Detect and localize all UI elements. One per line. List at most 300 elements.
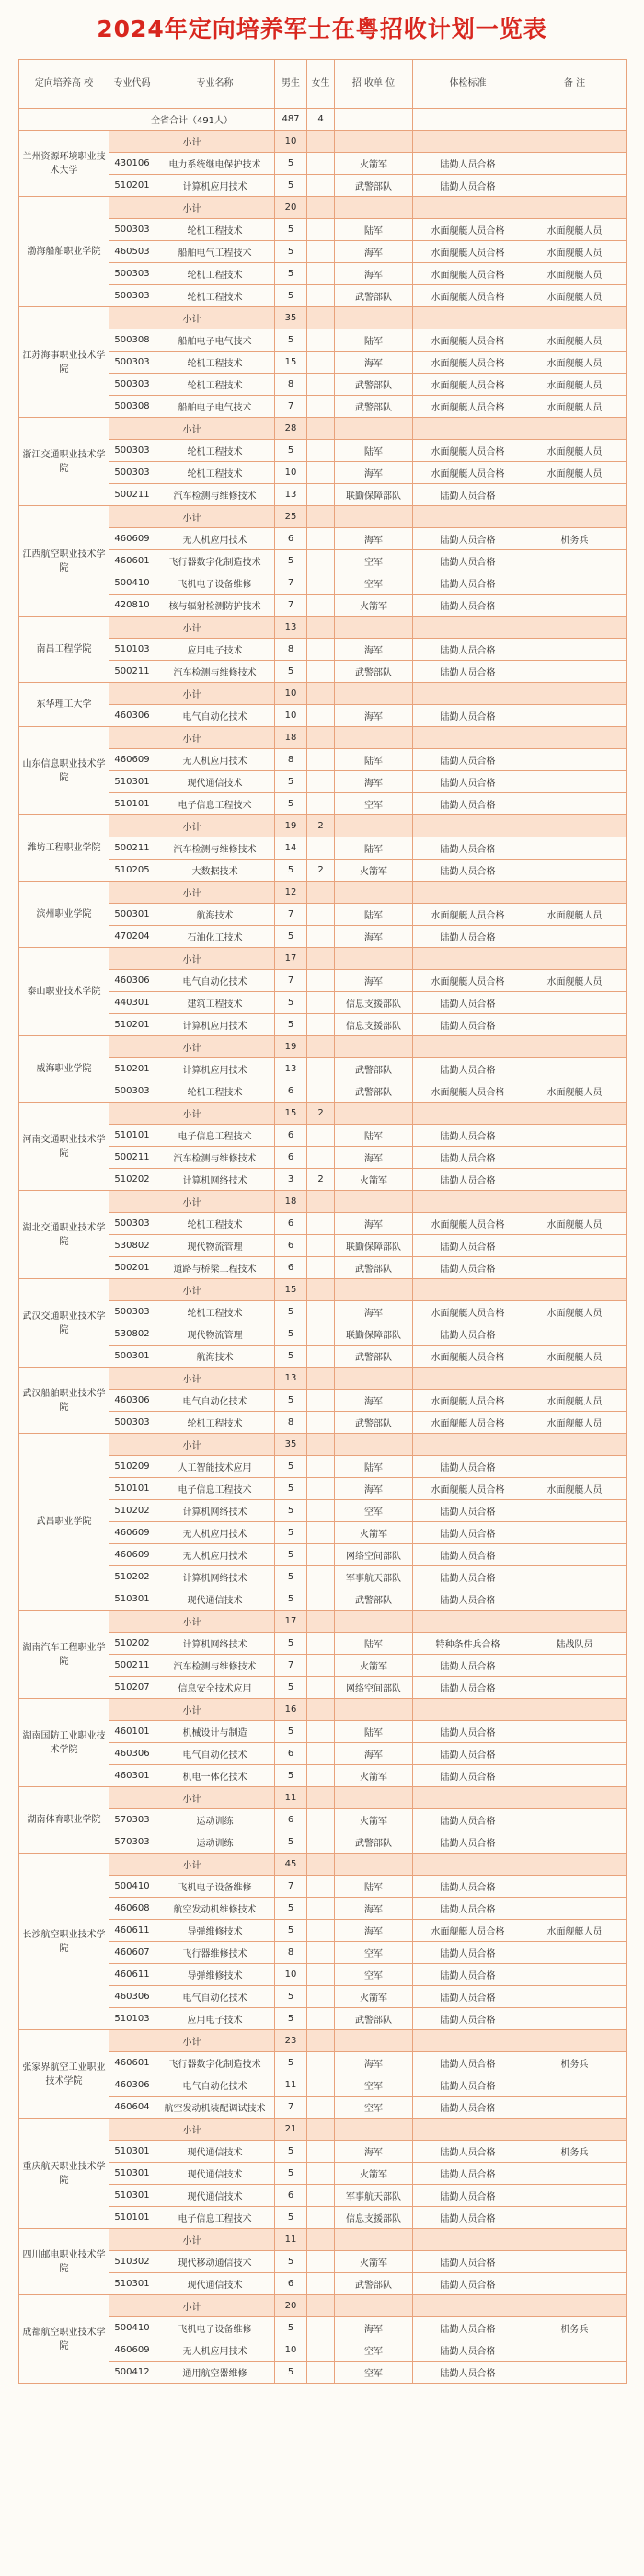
table-row [19,860,627,882]
note-cell: 水面舰艇人员 [523,1390,627,1412]
table-row [19,1346,627,1368]
female-count-cell [307,1633,335,1655]
male-count-cell: 6 [275,1235,307,1257]
major-name-cell: 电子信息工程技术 [155,793,275,815]
major-name-cell: 计算机网络技术 [155,1169,275,1191]
male-count-cell: 5 [275,926,307,948]
major-code-cell: 510301 [109,771,155,793]
subtotal-blank [335,2229,413,2251]
unit-cell: 空军 [335,1942,413,1964]
note-cell [523,1257,627,1279]
female-count-cell [307,396,335,418]
page-title: 2024年定向培养军士在粤招收计划一览表 [97,16,547,42]
female-count-cell [307,175,335,197]
major-code-cell: 430106 [109,153,155,175]
major-name-cell: 应用电子技术 [155,2008,275,2030]
female-count-cell [307,1456,335,1478]
table-row [19,1655,627,1677]
note-cell [523,572,627,595]
unit-cell: 陆军 [335,440,413,462]
major-code-cell: 500211 [109,484,155,506]
table-row [19,175,627,197]
male-count-cell: 5 [275,1831,307,1854]
subtotal-blank [523,1854,627,1876]
unit-cell: 海军 [335,970,413,992]
female-count-cell [307,1346,335,1368]
subtotal-blank [413,1787,523,1809]
female-count-cell [307,1898,335,1920]
major-name-cell: 电气自动化技术 [155,1743,275,1765]
male-count-cell: 8 [275,639,307,661]
male-count-cell: 6 [275,2273,307,2295]
subtotal-male: 13 [275,1368,307,1390]
major-code-cell: 530802 [109,1235,155,1257]
header-notes: 备 注 [523,60,627,109]
major-code-cell: 500211 [109,1655,155,1677]
unit-cell: 空军 [335,2339,413,2362]
male-count-cell: 13 [275,1058,307,1080]
subtotal-blank [523,506,627,528]
table-row [19,1080,627,1103]
male-count-cell: 5 [275,329,307,352]
note-cell: 水面舰艇人员 [523,1478,627,1500]
male-count-cell: 7 [275,595,307,617]
note-cell: 水面舰艇人员 [523,440,627,462]
note-cell [523,2362,627,2384]
table-row [19,970,627,992]
major-name-cell: 轮机工程技术 [155,219,275,241]
subtotal-label: 小计 [109,1368,275,1390]
male-count-cell: 5 [275,1588,307,1611]
male-count-cell: 5 [275,2207,307,2229]
male-count-cell: 5 [275,771,307,793]
major-name-cell: 航海技术 [155,1346,275,1368]
physical-standard-cell: 陆勤人员合格 [413,2273,523,2295]
major-code-cell: 500308 [109,329,155,352]
note-cell [523,1323,627,1346]
unit-cell: 陆军 [335,837,413,860]
unit-cell: 海军 [335,2141,413,2163]
note-cell [523,2008,627,2030]
subtotal-row [19,307,627,329]
subtotal-label: 小计 [109,2030,275,2052]
male-count-cell: 6 [275,1125,307,1147]
physical-standard-cell: 陆勤人员合格 [413,1831,523,1854]
physical-standard-cell: 陆勤人员合格 [413,1898,523,1920]
subtotal-blank [523,2229,627,2251]
major-code-cell: 510209 [109,1456,155,1478]
note-cell: 水面舰艇人员 [523,970,627,992]
physical-standard-cell: 陆勤人员合格 [413,639,523,661]
major-name-cell: 无人机应用技术 [155,2339,275,2362]
unit-cell: 陆军 [335,749,413,771]
unit-cell: 海军 [335,462,413,484]
male-count-cell: 5 [275,1500,307,1522]
male-count-cell: 11 [275,2074,307,2097]
subtotal-blank [523,683,627,705]
physical-standard-cell: 水面舰艇人员合格 [413,329,523,352]
note-cell: 水面舰艇人员 [523,1346,627,1368]
note-cell: 水面舰艇人员 [523,329,627,352]
major-name-cell: 应用电子技术 [155,639,275,661]
major-name-cell: 现代通信技术 [155,2141,275,2163]
female-count-cell [307,661,335,683]
note-cell [523,595,627,617]
plan-body [19,131,627,2384]
major-name-cell: 汽车检测与维修技术 [155,1147,275,1169]
physical-standard-cell: 陆勤人员合格 [413,1014,523,1036]
unit-cell: 武警部队 [335,1080,413,1103]
note-cell [523,1500,627,1522]
major-code-cell: 470204 [109,926,155,948]
school-name: 滨州职业学院 [19,882,109,948]
note-cell [523,705,627,727]
unit-cell: 武警部队 [335,1346,413,1368]
major-code-cell: 510302 [109,2251,155,2273]
subtotal-blank [413,683,523,705]
unit-cell: 联勤保障部队 [335,1235,413,1257]
major-code-cell: 570303 [109,1831,155,1854]
note-cell [523,1876,627,1898]
note-cell [523,1147,627,1169]
major-code-cell: 460601 [109,550,155,572]
female-count-cell [307,1323,335,1346]
school-name: 山东信息职业技术学院 [19,727,109,815]
table-row [19,2317,627,2339]
male-count-cell: 5 [275,285,307,307]
subtotal-blank [413,1699,523,1721]
unit-cell: 海军 [335,2052,413,2074]
note-cell: 水面舰艇人员 [523,1412,627,1434]
male-count-cell: 6 [275,2185,307,2207]
major-name-cell: 汽车检测与维修技术 [155,1655,275,1677]
male-count-cell: 5 [275,219,307,241]
female-count-cell [307,1080,335,1103]
table-row [19,329,627,352]
male-count-cell: 8 [275,749,307,771]
major-code-cell: 510101 [109,2207,155,2229]
subtotal-blank [413,1279,523,1301]
table-row [19,2008,627,2030]
major-name-cell: 现代通信技术 [155,2185,275,2207]
school-name: 东华理工大学 [19,683,109,727]
female-count-cell [307,837,335,860]
note-cell: 水面舰艇人员 [523,219,627,241]
subtotal-male: 45 [275,1854,307,1876]
physical-standard-cell: 陆勤人员合格 [413,860,523,882]
major-code-cell: 460306 [109,970,155,992]
male-count-cell: 8 [275,374,307,396]
table-row [19,1765,627,1787]
subtotal-label: 小计 [109,2229,275,2251]
major-code-cell: 510301 [109,2185,155,2207]
male-count-cell: 5 [275,2317,307,2339]
male-count-cell: 5 [275,2008,307,2030]
table-row [19,219,627,241]
unit-cell: 空军 [335,550,413,572]
table-row [19,1566,627,1588]
table-row [19,1014,627,1036]
female-count-cell [307,2185,335,2207]
major-name-cell: 导弹维修技术 [155,1964,275,1986]
major-name-cell: 轮机工程技术 [155,462,275,484]
subtotal-female [307,1279,335,1301]
table-row [19,2207,627,2229]
subtotal-blank [335,506,413,528]
subtotal-male: 13 [275,617,307,639]
school-name: 江西航空职业技术学院 [19,506,109,617]
subtotal-blank [335,2295,413,2317]
school-name: 潍坊工程职业学院 [19,815,109,882]
subtotal-female [307,418,335,440]
major-code-cell: 510201 [109,1014,155,1036]
table-row [19,1544,627,1566]
note-cell: 机务兵 [523,2141,627,2163]
note-cell [523,1456,627,1478]
school-name: 四川邮电职业技术学院 [19,2229,109,2295]
subtotal-female [307,1854,335,1876]
physical-standard-cell: 陆勤人员合格 [413,771,523,793]
table-row [19,1235,627,1257]
subtotal-row [19,683,627,705]
physical-standard-cell: 陆勤人员合格 [413,2362,523,2384]
major-name-cell: 无人机应用技术 [155,1544,275,1566]
major-name-cell: 人工智能技术应用 [155,1456,275,1478]
note-cell: 陆战队员 [523,1633,627,1655]
school-name: 威海职业学院 [19,1036,109,1103]
subtotal-blank [523,131,627,153]
physical-standard-cell: 陆勤人员合格 [413,1522,523,1544]
subtotal-label: 小计 [109,948,275,970]
major-name-cell: 飞行器数字化制造技术 [155,2052,275,2074]
table-row [19,904,627,926]
total-blank [335,109,413,131]
subtotal-label: 小计 [109,307,275,329]
header-row [19,60,627,109]
female-count-cell [307,1014,335,1036]
male-count-cell: 5 [275,2141,307,2163]
female-count-cell [307,992,335,1014]
major-name-cell: 轮机工程技术 [155,440,275,462]
table-row [19,1301,627,1323]
table-row [19,352,627,374]
total-female: 4 [307,109,335,131]
physical-standard-cell: 陆勤人员合格 [413,528,523,550]
note-cell [523,1743,627,1765]
unit-cell: 海军 [335,263,413,285]
note-cell [523,1655,627,1677]
subtotal-female [307,683,335,705]
major-name-cell: 运动训练 [155,1809,275,1831]
table-row [19,661,627,683]
major-name-cell: 轮机工程技术 [155,1412,275,1434]
major-code-cell: 500410 [109,1876,155,1898]
major-code-cell: 500308 [109,396,155,418]
female-count-cell [307,639,335,661]
table-row [19,2185,627,2207]
female-count-cell [307,440,335,462]
school-name: 湖北交通职业技术学院 [19,1191,109,1279]
note-cell: 水面舰艇人员 [523,462,627,484]
female-count-cell [307,352,335,374]
subtotal-row [19,1279,627,1301]
major-name-cell: 机械设计与制造 [155,1721,275,1743]
table-row [19,2074,627,2097]
major-name-cell: 飞机电子设备维修 [155,572,275,595]
note-cell: 水面舰艇人员 [523,396,627,418]
subtotal-blank [413,1103,523,1125]
unit-cell: 火箭军 [335,595,413,617]
note-cell [523,1986,627,2008]
subtotal-blank [413,727,523,749]
physical-standard-cell: 陆勤人员合格 [413,793,523,815]
female-count-cell [307,219,335,241]
unit-cell: 空军 [335,793,413,815]
female-count-cell [307,2362,335,2384]
male-count-cell: 10 [275,2339,307,2362]
female-count-cell [307,1588,335,1611]
major-code-cell: 510201 [109,175,155,197]
major-name-cell: 电力系统继电保护技术 [155,153,275,175]
physical-standard-cell: 陆勤人员合格 [413,1058,523,1080]
male-count-cell: 5 [275,153,307,175]
physical-standard-cell: 陆勤人员合格 [413,2008,523,2030]
note-cell [523,992,627,1014]
physical-standard-cell: 陆勤人员合格 [413,2339,523,2362]
subtotal-blank [413,2295,523,2317]
major-name-cell: 航空发动机装配调试技术 [155,2097,275,2119]
physical-standard-cell: 水面舰艇人员合格 [413,241,523,263]
unit-cell: 海军 [335,1390,413,1412]
male-count-cell: 5 [275,793,307,815]
table-row [19,1522,627,1544]
female-count-cell [307,1412,335,1434]
table-row [19,374,627,396]
major-code-cell: 510202 [109,1500,155,1522]
unit-cell: 空军 [335,1500,413,1522]
male-count-cell: 5 [275,1898,307,1920]
major-code-cell: 460306 [109,705,155,727]
major-code-cell: 510301 [109,1588,155,1611]
subtotal-blank [335,1787,413,1809]
female-count-cell [307,462,335,484]
subtotal-blank [335,1036,413,1058]
physical-standard-cell: 水面舰艇人员合格 [413,440,523,462]
male-count-cell: 5 [275,1456,307,1478]
subtotal-blank [523,1191,627,1213]
male-count-cell: 5 [275,1014,307,1036]
physical-standard-cell: 水面舰艇人员合格 [413,352,523,374]
male-count-cell: 5 [275,440,307,462]
table-row [19,2362,627,2384]
male-count-cell: 7 [275,1655,307,1677]
subtotal-blank [523,1787,627,1809]
major-name-cell: 轮机工程技术 [155,1213,275,1235]
major-name-cell: 计算机应用技术 [155,1058,275,1080]
subtotal-row [19,2030,627,2052]
unit-cell: 网络空间部队 [335,1677,413,1699]
unit-cell: 信息支援部队 [335,2207,413,2229]
unit-cell: 火箭军 [335,2251,413,2273]
physical-standard-cell: 水面舰艇人员合格 [413,1390,523,1412]
unit-cell: 空军 [335,2074,413,2097]
female-count-cell [307,484,335,506]
note-cell: 机务兵 [523,528,627,550]
table-row [19,285,627,307]
physical-standard-cell: 水面舰艇人员合格 [413,970,523,992]
male-count-cell: 14 [275,837,307,860]
table-row [19,595,627,617]
note-cell [523,1058,627,1080]
physical-standard-cell: 水面舰艇人员合格 [413,1301,523,1323]
subtotal-blank [335,1191,413,1213]
note-cell: 机务兵 [523,2317,627,2339]
subtotal-row [19,1368,627,1390]
subtotal-male: 12 [275,882,307,904]
unit-cell: 网络空间部队 [335,1544,413,1566]
physical-standard-cell: 陆勤人员合格 [413,1743,523,1765]
major-code-cell: 510101 [109,1125,155,1147]
subtotal-blank [523,727,627,749]
table-row [19,1964,627,1986]
unit-cell: 海军 [335,1743,413,1765]
major-code-cell: 510103 [109,639,155,661]
subtotal-blank [413,1854,523,1876]
female-count-cell [307,1809,335,1831]
note-cell [523,2185,627,2207]
subtotal-blank [413,1036,523,1058]
major-name-cell: 现代物流管理 [155,1323,275,1346]
female-count-cell [307,1544,335,1566]
major-code-cell: 460604 [109,2097,155,2119]
major-name-cell: 建筑工程技术 [155,992,275,1014]
school-name: 武汉船舶职业技术学院 [19,1368,109,1434]
physical-standard-cell: 水面舰艇人员合格 [413,1346,523,1368]
total-row [19,109,627,131]
male-count-cell: 10 [275,705,307,727]
subtotal-female [307,2119,335,2141]
physical-standard-cell: 陆勤人员合格 [413,749,523,771]
subtotal-row [19,727,627,749]
unit-cell: 陆军 [335,1721,413,1743]
subtotal-female: 2 [307,815,335,837]
major-code-cell: 510201 [109,1058,155,1080]
unit-cell: 武警部队 [335,2008,413,2030]
subtotal-row [19,1611,627,1633]
subtotal-label: 小计 [109,617,275,639]
physical-standard-cell: 陆勤人员合格 [413,1125,523,1147]
total-blank [19,109,109,131]
note-cell [523,2339,627,2362]
table-row [19,2251,627,2273]
major-name-cell: 航海技术 [155,904,275,926]
male-count-cell: 7 [275,904,307,926]
unit-cell: 陆军 [335,904,413,926]
subtotal-male: 15 [275,1103,307,1125]
female-count-cell [307,1301,335,1323]
subtotal-blank [413,506,523,528]
table-row [19,1986,627,2008]
note-cell [523,1125,627,1147]
major-name-cell: 轮机工程技术 [155,1301,275,1323]
subtotal-blank [335,1611,413,1633]
major-name-cell: 通用航空器维修 [155,2362,275,2384]
subtotal-blank [413,617,523,639]
unit-cell: 联勤保障部队 [335,484,413,506]
male-count-cell: 6 [275,1743,307,1765]
note-cell [523,1942,627,1964]
subtotal-row [19,815,627,837]
